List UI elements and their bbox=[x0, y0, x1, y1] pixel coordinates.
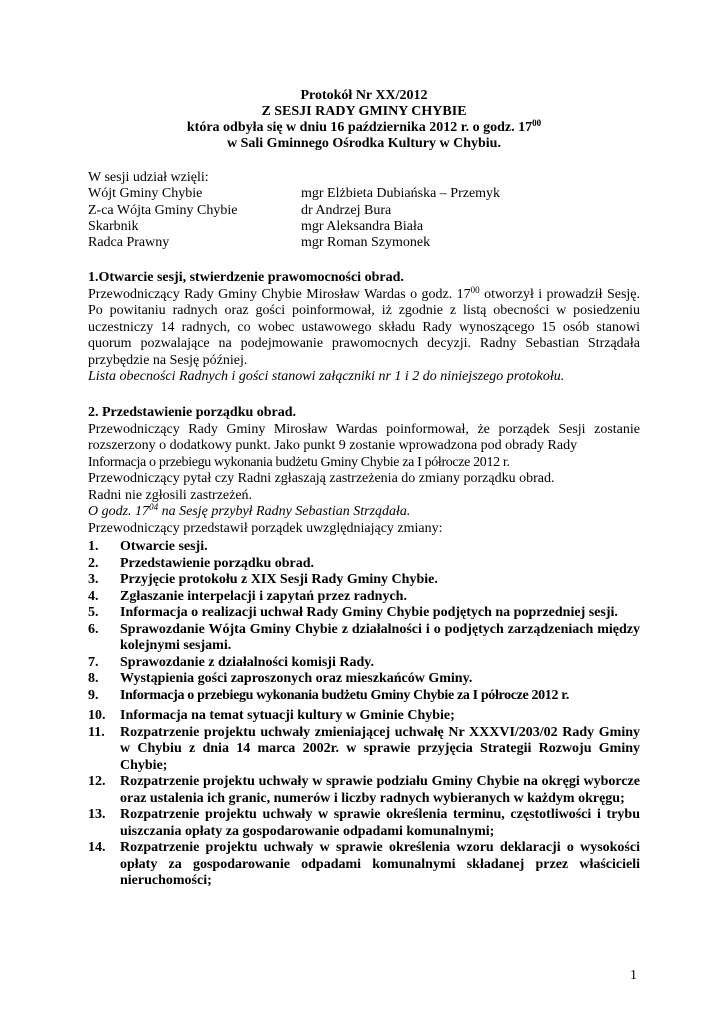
agenda-text: Rozpatrzenie projektu uchwały zmieniającej uchwałę Nr XXXVI/203/02 Rady Gminy w Chybiu z dnia 14 marca 2002r. w sprawie przyjęcia Strategii Rozwoju Gminy Chybie; bbox=[120, 724, 640, 773]
agenda-text: Otwarcie sesji. bbox=[120, 539, 208, 554]
agenda-item bbox=[88, 807, 640, 840]
attendee-name: mgr Aleksandra Biała bbox=[301, 218, 424, 234]
attendee-role: Skarbnik bbox=[88, 218, 139, 234]
added-agenda-point: Informacja o przebiegu wykonania budżetu Gminy Chybie za I półrocze 2012 r. bbox=[88, 454, 510, 470]
agenda-number: 13. bbox=[88, 807, 106, 822]
agenda-text: Rozpatrzenie projektu uchwały w sprawie określenia terminu, częstotliwości i trybu uiszczania opłaty za gospodarowanie odpadami komunalnymi; bbox=[120, 807, 640, 839]
agenda-number: 2. bbox=[88, 555, 99, 571]
attendee-name: mgr Roman Szymonek bbox=[301, 235, 431, 251]
agenda-item bbox=[88, 622, 640, 655]
agenda-number: 5. bbox=[88, 605, 99, 620]
attendance-block bbox=[88, 170, 640, 251]
attendee-role: Z-ca Wójta Gminy Chybie bbox=[88, 202, 238, 218]
agenda-item bbox=[88, 774, 640, 807]
agenda-item bbox=[88, 708, 640, 725]
agenda-number: 6. bbox=[88, 621, 99, 637]
agenda-number: 3. bbox=[88, 572, 99, 587]
section-title: 1.Otwarcie sesji, stwierdzenie prawomocności obrad. bbox=[88, 270, 404, 285]
agenda-text: Zgłaszanie interpelacji i zapytań przez radnych. bbox=[120, 588, 407, 604]
agenda-number: 12. bbox=[88, 774, 106, 789]
agenda-item bbox=[88, 605, 640, 622]
agenda-number: 9. bbox=[88, 687, 99, 703]
agenda-text: Sprawozdanie z działalności komisji Rady. bbox=[120, 654, 374, 670]
agenda-number: 7. bbox=[88, 654, 99, 670]
agenda-number: 14. bbox=[88, 840, 106, 855]
agenda-text: Informacja o realizacji uchwał Rady Gminy Chybie podjętych na poprzedniej sesji. bbox=[120, 605, 618, 620]
arrival-note: O godz. $17^{04}$ na Sesję przybył Radny Sebastian Strządała. bbox=[88, 502, 411, 519]
attendance-row bbox=[88, 186, 640, 202]
agenda-text: Wystąpienia gości zaproszonych oraz mieszkańców Gminy. bbox=[120, 671, 473, 686]
agenda-text: Przedstawienie porządku obrad. bbox=[120, 555, 315, 571]
protocol-header bbox=[88, 88, 640, 152]
agenda-item bbox=[88, 671, 640, 688]
agenda-text: Informacja na temat sytuacji kultury w Gminie Chybie; bbox=[120, 708, 455, 723]
attendance-row bbox=[88, 203, 640, 219]
agenda-item bbox=[88, 539, 640, 556]
agenda-number: 11. bbox=[88, 724, 105, 740]
agenda-text: Rozpatrzenie projektu uchwały w sprawie określenia wzoru deklaracji o wysokości opłaty za gospodarowanie odpadami komunalnymi składanej przez właścicieli nieruchomości; bbox=[120, 840, 640, 888]
agenda-item bbox=[88, 725, 640, 775]
agenda-item bbox=[88, 688, 640, 705]
agenda-item bbox=[88, 840, 640, 890]
agenda-number: 1. bbox=[88, 539, 99, 554]
attendance-row bbox=[88, 219, 640, 235]
agenda-text: Rozpatrzenie projektu uchwały w sprawie podziału Gminy Chybie na okręgi wyborcze oraz ustalenia ich granic, numerów i liczby radnych wybieranych w każdym okręgu; bbox=[120, 774, 640, 806]
agenda-list bbox=[88, 539, 640, 890]
session-venue: w Sali Gminnego Ośrodka Kultury w Chybiu. bbox=[227, 136, 501, 151]
section-agenda-presentation bbox=[88, 405, 640, 537]
agenda-number: 4. bbox=[88, 588, 99, 604]
section-paragraph: Radni nie zgłosili zastrzeżeń. bbox=[88, 487, 253, 503]
attendee-name: dr Andrzej Bura bbox=[301, 202, 392, 218]
agenda-number: 10. bbox=[88, 708, 106, 723]
section-title: 2. Przedstawienie porządku obrad. bbox=[88, 405, 297, 420]
attendee-role: Radca Prawny bbox=[88, 235, 170, 251]
attendance-intro: W sesji udział wzięli: bbox=[88, 170, 209, 185]
attendee-name: mgr Elżbieta Dubiańska – Przemyk bbox=[301, 186, 501, 202]
protocol-title: Protokół Nr XX/2012 bbox=[300, 88, 428, 103]
section-paragraph: Przewodniczący Rady Gminy Mirosław Wardas poinformował, że porządek Sesji zostanie rozszerzony o dodatkowy punkt. Jako punkt 9 zostanie wprowadzona pod obrady Rady bbox=[88, 421, 640, 453]
agenda-number: 8. bbox=[88, 671, 99, 686]
attendance-note: Lista obecności Radnych i gości stanowi załączniki nr 1 i 2 do niniejszego protokołu. bbox=[88, 369, 565, 384]
session-name: Z SESJI RADY GMINY CHYBIE bbox=[261, 104, 467, 119]
agenda-item bbox=[88, 655, 640, 672]
agenda-item bbox=[88, 589, 640, 606]
section-paragraph: Przewodniczący pytał czy Radni zgłaszają zastrzeżenia do zmiany porządku obrad. bbox=[88, 471, 555, 486]
agenda-text: Sprawozdanie Wójta Gminy Chybie z działalności i o podjętych zarządzeniach między kolejnymi sesjami. bbox=[120, 621, 640, 653]
agenda-item bbox=[88, 556, 640, 573]
agenda-text: Przyjęcie protokołu z XIX Sesji Rady Gminy Chybie. bbox=[120, 572, 438, 587]
session-date: która odbyła się w dniu 16 października 2012 r. o godz. $17^{00}$ bbox=[186, 118, 542, 135]
agenda-item bbox=[88, 572, 640, 589]
page-number: 1 bbox=[630, 968, 637, 983]
attendee-role: Wójt Gminy Chybie bbox=[88, 186, 203, 202]
section-opening bbox=[88, 270, 640, 386]
section-paragraph: Przewodniczący przedstawił porządek uwzględniający zmiany: bbox=[88, 520, 443, 536]
attendance-row bbox=[88, 235, 640, 251]
section-paragraph: Przewodniczący Rady Gminy Chybie Mirosław Wardas o godz. $17^{00}$ otworzył i prowadził Sesję. Po powitaniu radnych oraz gości poinformował, iż zgodnie z listą obecności w posiedzeniu uczestniczy 14 radnych, co wobec ustawowego składu Rady wynoszącego 15 osób stanowi quorum pozwalające na podejmowanie prawomocnych decyzji. Radny Sebastian Strządała przybędzie na Sesję później. bbox=[88, 284, 641, 368]
agenda-text: Informacja o przebiegu wykonania budżetu Gminy Chybie za I półrocze 2012 r. bbox=[120, 687, 569, 703]
